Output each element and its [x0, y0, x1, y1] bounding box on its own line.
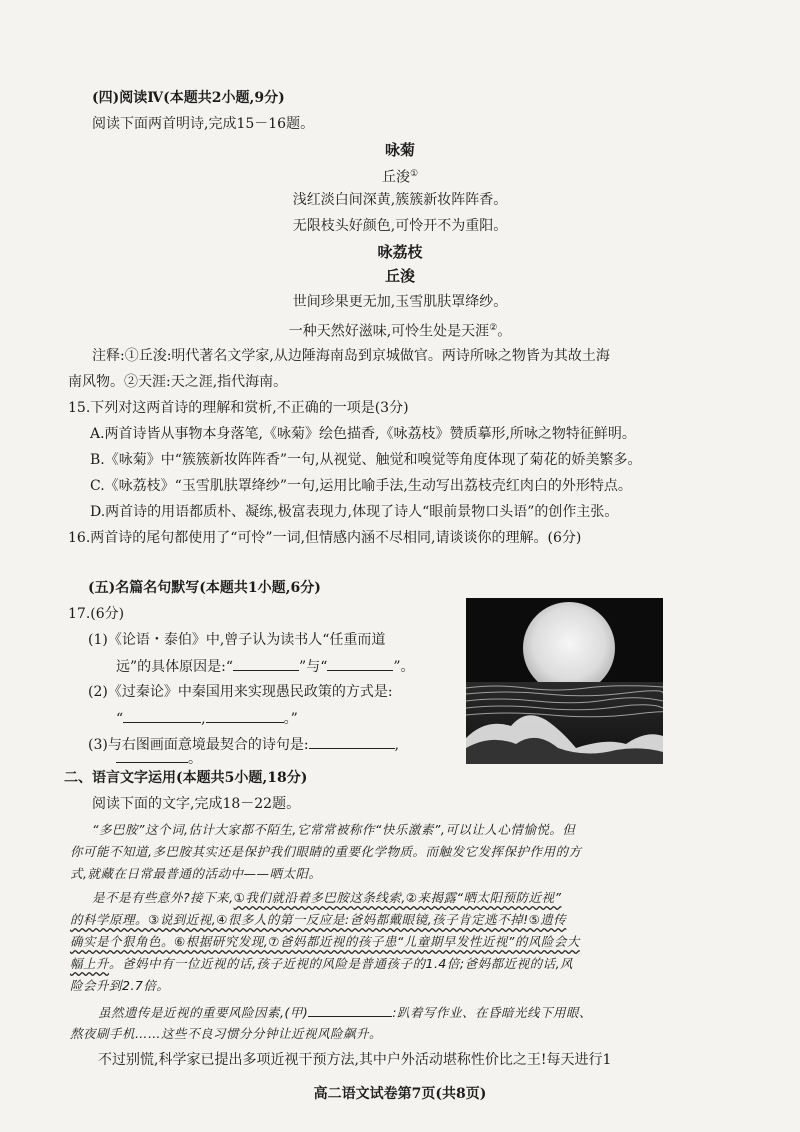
- passage-line8: 险会升到2.7倍。: [70, 978, 170, 993]
- q15-option-a: A.两首诗皆从事物本身落笔,《咏菊》绘色描香,《咏荔枝》赞质摹形,所咏之物特征鲜明。: [90, 426, 636, 442]
- notes-line1: 注释:①丘浚:明代著名文学家,从边陲海南岛到京城做官。两诗所咏之物皆为其故土海: [92, 348, 610, 364]
- poem2-line2: 一种天然好滋味,可怜生处是天涯②。: [288, 323, 512, 340]
- q17-part2-line1: (2)《过秦论》中秦国用来实现愚民政策的方式是:: [88, 684, 393, 700]
- poem1-author: 丘浚①: [381, 169, 419, 186]
- q15-option-d: D.两首诗的用语都质朴、凝练,极富表现力,体现了诗人“眼前景物口头语”的创作主张。: [90, 504, 619, 520]
- q17-part2-line2: “ , 。”: [116, 708, 298, 729]
- note-mark-1: ①: [409, 169, 419, 179]
- section4-header: (四)阅读Ⅳ(本题共2小题,9分): [92, 90, 285, 106]
- q17-blank-2[interactable]: [327, 656, 393, 671]
- q15-stem: 15.下列对这两首诗的理解和赏析,不正确的一项是(3分): [68, 400, 409, 416]
- q15-option-c: C.《咏荔枝》“玉雪肌肤罩绛纱”一句,运用比喻手法,生动写出荔枝壳红肉白的外形特点。: [90, 478, 632, 494]
- poem2-line1: 世间珍果更无加,玉雪肌肤罩绛纱。: [292, 294, 508, 310]
- poem1-title: 咏菊: [384, 141, 415, 159]
- passage-line4: 是不是有些意外?接下来,①我们就沿着多巴胺这条线索,②来揭露“晒太阳预防近视”: [92, 890, 562, 905]
- passage-line3: 式,就藏在日常最普通的活动中——晒太阳。: [70, 866, 322, 881]
- q16-stem: 16.两首诗的尾句都使用了“可怜”一词,但情感内涵不尽相同,请谈谈你的理解。(6分): [68, 530, 582, 546]
- q17-part3-line2: 。: [116, 748, 202, 769]
- moon-shape: [523, 602, 615, 694]
- q15-option-b: B.《咏菊》中“簇簇新妆阵阵香”一句,从视觉、触觉和嗅觉等角度体现了菊花的娇美繁多。: [90, 452, 642, 468]
- part2-instruction: 阅读下面的文字,完成18－22题。: [92, 796, 301, 812]
- q17-blank-4[interactable]: [206, 708, 284, 723]
- notes-line2: 南风物。②天涯:天之涯,指代海南。: [68, 374, 288, 390]
- note-mark-2: ②: [489, 323, 498, 333]
- q17-number: 17.(6分): [68, 606, 125, 622]
- q17-blank-1[interactable]: [233, 656, 299, 671]
- poem1-line1: 浅红淡白间深黄,簇簇新妆阵阵香。: [292, 192, 508, 208]
- passage-line10: 熬夜刷手机……这些不良习惯分分钟让近视风险飙升。: [70, 1026, 383, 1041]
- q17-blank-6[interactable]: [116, 748, 188, 763]
- passage-line5: 的科学原理。③说到近视,④很多人的第一反应是:爸妈都戴眼镜,孩子肯定逃不掉!⑤遗传: [70, 912, 567, 927]
- q17-blank-5[interactable]: [309, 734, 395, 749]
- q17-part1-line2: 远”的具体原因是:“ ”与“ ”。: [116, 656, 415, 677]
- part2-header: 二、语言文字运用(本题共5小题,18分): [64, 770, 308, 786]
- q17-part1-line1: (1)《论语・泰伯》中,曾子认为读书人“任重而道: [88, 632, 386, 648]
- passage-line1: “多巴胺”这个词,估计大家都不陌生,它常常被称作“快乐激素”,可以让人心情愉悦。但: [92, 822, 576, 837]
- passage-line2: 你可能不知道,多巴胺其实还是保护我们眼睛的重要化学物质。而触发它发挥保护作用的方: [70, 844, 582, 859]
- passage-line6: 确实是个狠角色。⑥根据研究发现,⑦爸妈都近视的孩子患“儿童期早发性近视”的风险会大: [70, 934, 580, 949]
- page-footer: 高二语文试卷第7页(共8页): [313, 1086, 487, 1102]
- q17-blank-3[interactable]: [123, 708, 201, 723]
- section5-header: (五)名篇名句默写(本题共1小题,6分): [88, 580, 321, 596]
- moon-sea-picture: [466, 598, 663, 764]
- moon-sea-illustration: [466, 598, 663, 764]
- section4-instruction: 阅读下面两首明诗,完成15－16题。: [92, 116, 315, 132]
- passage-line7: 幅上升。爸妈中有一位近视的话,孩子近视的风险是普通孩子的1.4倍;爸妈都近视的话,风: [70, 956, 574, 971]
- poem2-title: 咏荔枝: [377, 243, 423, 261]
- passage-blank-jia[interactable]: [308, 1002, 392, 1017]
- passage-line9: 虽然遗传是近视的重要风险因素,(甲) :趴着写作业、在昏暗光线下用眼、: [98, 1002, 592, 1023]
- q17-part3-line1: (3)与右图画面意境最契合的诗句是: ,: [88, 734, 399, 755]
- passage-line11: 不过别慌,科学家已提出多项近视干预方法,其中户外活动堪称性价比之王!每天进行1: [98, 1052, 612, 1068]
- poem2-author: 丘浚: [384, 267, 415, 285]
- poem1-line2: 无限枝头好颜色,可怜开不为重阳。: [292, 218, 508, 234]
